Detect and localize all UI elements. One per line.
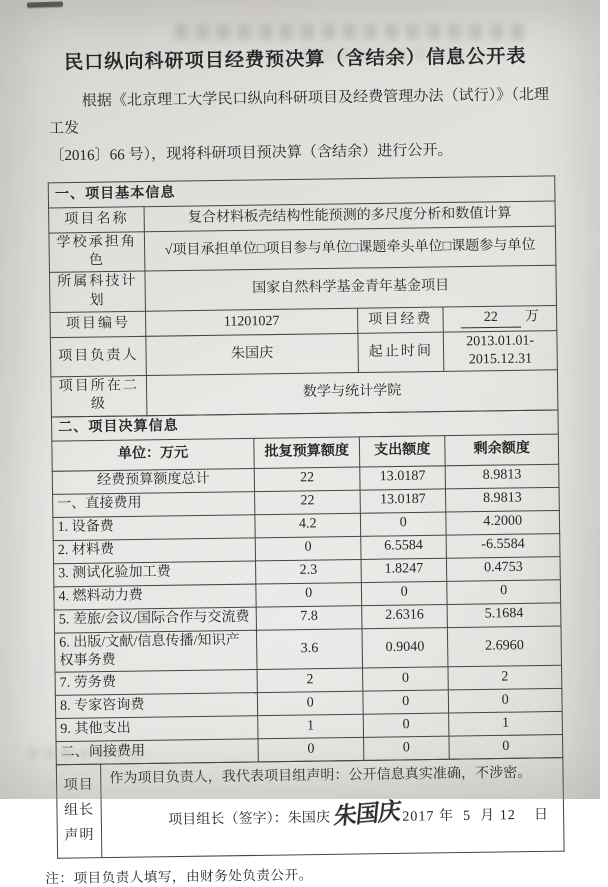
table-row [56,758,564,859]
row-budget: 22 [254,467,360,492]
row-label: 5. 差旅/会议/国际合作与交流费 [54,607,256,633]
row-spent: 0 [363,667,449,691]
row-label: 7. 劳务费 [55,669,257,695]
row-label: 二、间接费用 [56,739,258,765]
row-budget: 2.3 [256,559,362,584]
intro-paragraph [48,82,560,171]
row-spent: 0 [361,581,447,605]
row-budget: 7.8 [256,605,362,630]
row-label: 6. 出版/文献/信息传播/知识产权事务费 [54,630,257,672]
school-role-value: √项目承担单位□项目参与单位□课题牵头单位□课题参与单位 [144,226,556,271]
row-spent: 2.6316 [362,604,448,628]
declaration-label [56,764,102,858]
col-unit-header: 单位：万元 [52,438,254,471]
funds-unit: 万 [524,309,540,325]
program-label: 所属科技计划 [49,271,145,312]
declaration-label-line: 声明 [64,828,95,844]
pi-label: 项目负责人 [50,336,146,377]
row-budget: 4.2 [255,513,361,538]
row-remain: -6.5584 [446,533,560,558]
footnote: 注：项目负责人填写，由财务处负责公开。 [45,867,313,886]
row-remain: 2.6960 [447,626,561,667]
project-number-label: 项目编号 [50,311,146,337]
program-value: 国家自然科学基金青年基金项目 [145,266,557,311]
department-value: 数学与统计学院 [146,370,558,415]
row-label: 2. 材料费 [53,537,255,563]
signature-prefix: 项目组长（签字）：朱国庆 [168,810,331,829]
row-remain: 0 [449,734,563,759]
row-remain: 0.4753 [446,556,560,581]
signature-line [110,797,556,833]
signature-date: 2017 年 5 月 12 日 [402,807,550,825]
row-remain: 0 [448,688,562,713]
row-remain: 2 [448,665,562,690]
col-remain-header: 剩余额度 [445,434,559,466]
row-spent: 0 [360,512,446,536]
row-remain: 5.1684 [447,602,561,627]
row-spent: 6.5584 [361,535,447,559]
period-value: 2013.01.01-2015.12.31 [443,330,557,371]
row-label: 9. 其他支出 [56,716,258,742]
funds-amount: 22 [461,309,522,329]
project-name-value: 复合材料板壳结构性能预测的多尺度分析和数值计算 [144,201,555,232]
row-spent: 13.0187 [360,488,446,512]
row-spent: 1.8247 [361,558,447,582]
pi-value: 朱国庆 [146,333,359,376]
row-spent: 0 [363,690,449,714]
basic-info-table [48,175,559,417]
row-budget: 1 [258,714,364,739]
row-spent: 0 [364,736,450,760]
row-remain: 4.2000 [446,510,560,535]
row-spent: 0 [363,713,449,737]
row-label: 4. 燃料动力费 [54,584,256,610]
intro-line-2: 〔2016〕66 号），现将科研项目预决算（含结余）进行公开。 [49,142,453,165]
intro-line-1: 根据《北京理工大学民口纵向科研项目及经费管理办法（试行）》（北理工发 [48,86,550,138]
row-remain: 1 [449,711,563,736]
row-remain: 0 [447,579,561,604]
handwritten-signature: 朱国庆 [332,798,402,830]
row-budget: 0 [257,691,363,716]
period-label: 起止时间 [358,332,444,373]
col-spent-header: 支出额度 [359,435,445,466]
row-label: 8. 专家咨询费 [55,692,257,718]
declaration-statement: 作为项目负责人，我代表项目组声明：公开信息真实准确，不涉密。 [109,765,532,787]
row-spent: 0.9040 [362,627,448,668]
section-2-header: 二、项目决算信息 [51,409,558,440]
row-remain: 8.9813 [445,487,559,512]
row-remain: 8.9813 [445,464,559,489]
row-spent: 13.0187 [360,465,446,489]
row-budget: 2 [257,668,363,693]
project-funds-value [443,305,557,332]
declaration-label-line: 项目 [63,777,94,794]
row-budget: 0 [258,737,364,762]
section-1-header: 一、项目基本信息 [48,176,555,208]
project-number-value: 11201027 [145,308,357,336]
budget-table [51,409,563,765]
school-role-label: 学校承担角色 [49,232,145,273]
row-budget: 22 [255,490,361,515]
row-label: 3. 测试化验加工费 [54,560,256,586]
row-budget: 0 [255,536,361,561]
row-budget: 3.6 [256,628,362,669]
department-label: 项目所在二级 [51,376,147,417]
page-title: 民口纵向科研项目经费预决算（含结余）信息公开表 [63,46,527,74]
row-label: 1. 设备费 [53,514,255,540]
declaration-label-line: 组长 [63,803,95,819]
row-label: 一、直接费用 [53,491,255,517]
row-budget: 0 [256,582,362,607]
row-label: 经费预算额度总计 [52,468,254,494]
declaration-content [101,758,565,858]
declaration-table [56,757,565,859]
col-budget-header: 批复预算额度 [254,436,360,468]
project-name-label: 项目名称 [49,207,145,233]
project-funds-label: 项目经费 [358,307,444,333]
